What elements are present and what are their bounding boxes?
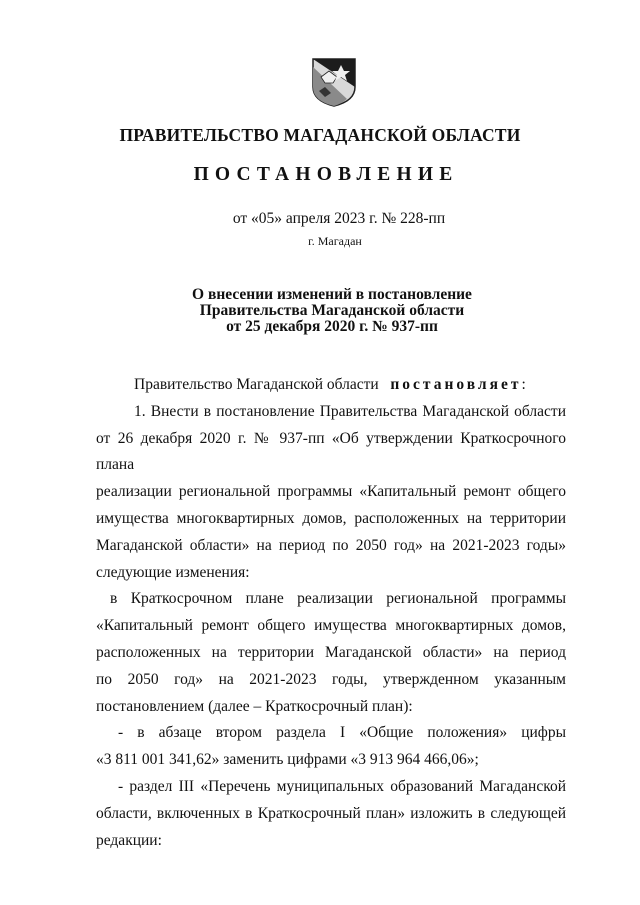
paragraph-line: «3 811 001 341,62» заменить цифрами «3 913 964 466,06»; [96,751,479,769]
intro-paragraph [96,372,566,399]
paragraph-line: по 2050 год» на 2021-2023 годы, утвержденном указанным [96,670,566,688]
paragraph-line: следующие изменения: [96,563,250,581]
paragraph-line: редакции: [96,831,162,849]
paragraph-line: области, включенных в Краткосрочный план» изложить в следующей [96,804,566,822]
paragraph-line: - раздел III «Перечень муниципальных образований Магаданской [118,777,566,795]
paragraph-1 [96,399,566,587]
intro-suffix: : [521,376,526,393]
coat-of-arms-emblem [311,57,357,107]
intro-prefix: Правительство Магаданской области [134,376,379,393]
paragraph-line: «Капитальный ремонт общего имущества многоквартирных домов, [96,617,566,635]
paragraph-line: расположенных на территории Магаданской области» на период [96,643,566,661]
intro-verb: постановляет [390,376,522,393]
issue-city: г. Магадан [308,234,362,248]
subject-line: от 25 декабря 2020 г. № 937-пп [226,318,438,335]
paragraph-line: Магаданской области» на период по 2050 год» на 2021-2023 годы» [96,536,566,554]
paragraph-line: реализации региональной программы «Капитальный ремонт общего [96,483,566,501]
paragraph-line: 1. Внести в постановление Правительства Магаданской области [134,402,566,420]
paragraph-line: от 26 декабря 2020 г. № 937-пп «Об утверждении Краткосрочного плана [96,429,566,474]
paragraph-4 [96,774,566,854]
decree-subject [0,287,640,335]
decree-date-number: от «05» апреля 2023 г. № 228-пп [232,210,446,227]
government-title: ПРАВИТЕЛЬСТВО МАГАДАНСКОЙ ОБЛАСТИ [119,125,521,145]
subject-line: Правительства Магаданской области [199,302,465,319]
paragraph-3 [96,720,566,774]
paragraph-2 [96,586,566,720]
paragraph-line: имущества многоквартирных домов, расположенных на территории [96,509,566,527]
paragraph-line: постановлением (далее – Краткосрочный план): [96,697,413,715]
document-type-title: ПОСТАНОВЛЕНИЕ [193,164,459,185]
subject-line: О внесении изменений в постановление [192,286,472,303]
paragraph-line: в Краткосрочном плане реализации региональной программы [110,590,566,608]
paragraph-line: - в абзаце втором раздела I «Общие положения» цифры [118,724,566,742]
decree-body [96,372,566,854]
